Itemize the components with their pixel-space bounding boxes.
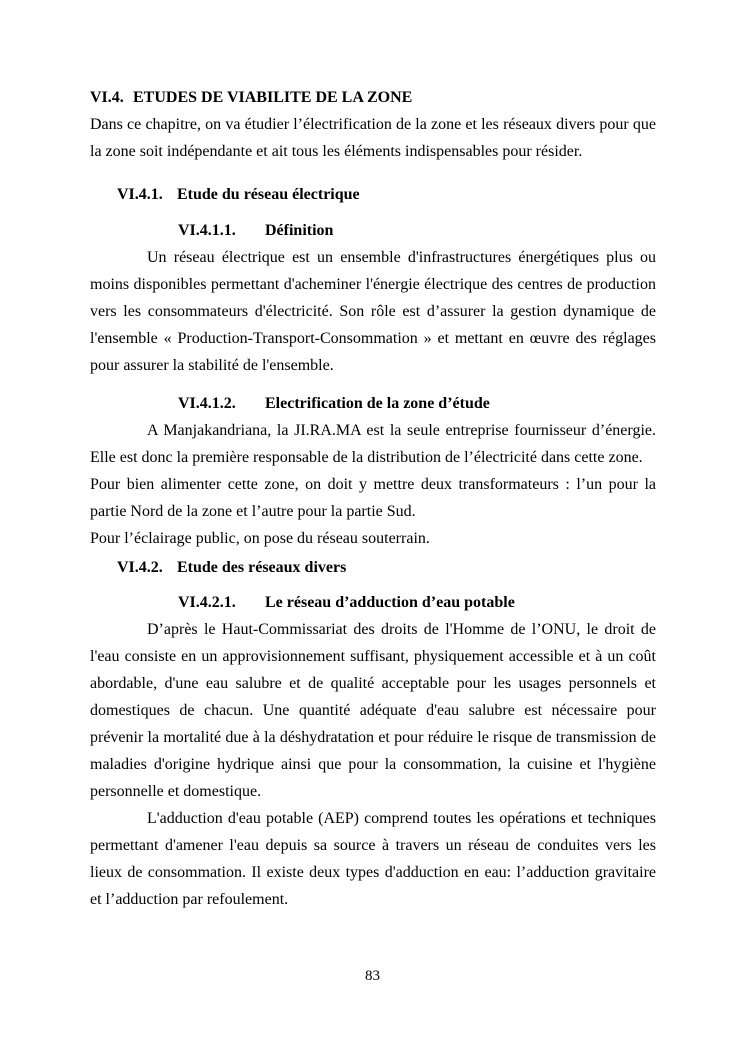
heading-title: ETUDES DE VIABILITE DE LA ZONE [133, 89, 413, 106]
paragraph-aep: L'adduction d'eau potable (AEP) comprend toutes les opérations et techniques permettant d'amener l'eau depuis sa source à travers un réseau de conduites vers les lieux de consommation. Il existe deux types d'adduction en eau: l’adduction gravitaire et l’adduction par refoulement. [90, 810, 656, 908]
heading-definition [90, 217, 656, 244]
heading-title: Electrification de la zone d’étude [265, 395, 490, 412]
heading-electrification [90, 390, 656, 417]
heading-title: Etude des réseaux divers [177, 559, 347, 576]
heading-number: VI.4.1.1. [178, 222, 236, 239]
heading-title: Définition [265, 222, 334, 239]
page-number: 83 [365, 968, 380, 984]
paragraph-eclairage: Pour l’éclairage public, on pose du réseau souterrain. [90, 530, 430, 547]
heading-number: VI.4.1.2. [178, 395, 236, 412]
heading-title: Etude du réseau électrique [177, 186, 360, 203]
paragraph-definition: Un réseau électrique est un ensemble d'infrastructures énergétiques plus ou moins disponibles permettant d'acheminer l'énergie électrique des centres de production vers les consommateurs d'électricité. Son rôle est d’assurer la gestion dynamique de l'ensemble « Production-Transport-Consommation » et mettant en œuvre des réglages pour assurer la stabilité de l'ensemble. [90, 249, 656, 374]
paragraph-jirama: A Manjakandriana, la JI.RA.MA est la seule entreprise fournisseur d’énergie. Elle est donc la première responsable de la distribution de l’électricité dans cette zone. [90, 422, 656, 466]
heading-number: VI.4. [90, 89, 124, 106]
heading-reseau-electrique [90, 181, 656, 208]
heading-number: VI.4.2. [117, 559, 163, 576]
heading-etudes-viabilite [90, 84, 656, 111]
paragraph-transformateurs: Pour bien alimenter cette zone, on doit y mettre deux transformateurs : l’un pour la partie Nord de la zone et l’autre pour la partie Sud. [90, 476, 656, 520]
paragraph-droit-eau: D’après le Haut-Commissariat des droits de l'Homme de l’ONU, le droit de l'eau consiste en un approvisionnement suffisant, physiquement accessible et à un coût abordable, d'une eau salubre et de qualité acceptable pour les usages personnels et domestiques de chacun. Une quantité adéquate d'eau salubre est nécessaire pour prévenir la mortalité due à la déshydratation et pour réduire le risque de transmission de maladies d'origine hydrique ainsi que pour la consommation, la cuisine et l'hygiène personnelle et domestique. [90, 621, 656, 800]
heading-eau-potable [90, 589, 656, 616]
heading-title: Le réseau d’adduction d’eau potable [265, 594, 515, 611]
heading-number: VI.4.2.1. [178, 594, 236, 611]
heading-reseaux-divers [90, 554, 656, 581]
document-content [90, 84, 656, 913]
heading-number: VI.4.1. [117, 186, 163, 203]
paragraph-intro: Dans ce chapitre, on va étudier l’électrification de la zone et les réseaux divers pour que la zone soit indépendante et ait tous les éléments indispensables pour résider. [90, 116, 656, 160]
